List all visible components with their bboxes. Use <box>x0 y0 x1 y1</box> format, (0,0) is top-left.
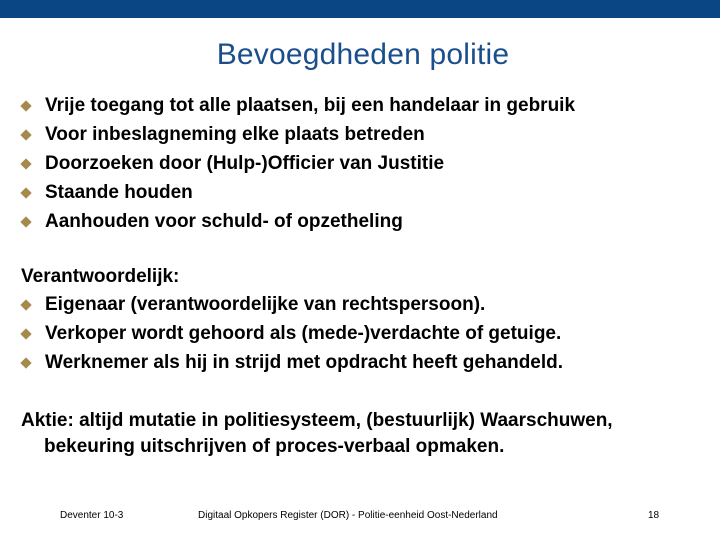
footer-title: Digitaal Opkopers Register (DOR) - Politie-eenheid Oost-Nederland <box>198 510 498 521</box>
diamond-bullet-icon <box>20 299 31 310</box>
list-item <box>21 91 575 120</box>
list-item-text: Staande houden <box>45 182 193 203</box>
list-item-text: Werknemer als hij in strijd met opdracht heeft gehandeld. <box>45 352 564 373</box>
diamond-bullet-icon <box>20 129 31 140</box>
list-item-text: Eigenaar (verantwoordelijke van rechtspersoon). <box>45 294 486 315</box>
responsible-heading: Verantwoordelijk: <box>21 266 180 287</box>
diamond-bullet-icon <box>20 357 31 368</box>
list-item-text: Vrije toegang tot alle plaatsen, bij een handelaar in gebruik <box>45 95 576 116</box>
diamond-bullet-icon <box>20 216 31 227</box>
list-item <box>21 319 563 348</box>
list-item-text: Doorzoeken door (Hulp-)Officier van Justitie <box>45 153 445 174</box>
action-line-1: Aktie: altijd mutatie in politiesysteem, (bestuurlijk) Waarschuwen, <box>21 410 613 431</box>
diamond-bullet-icon <box>20 328 31 339</box>
action-line-2: bekeuring uitschrijven of proces-verbaal opmaken. <box>44 436 505 457</box>
diamond-bullet-icon <box>20 187 31 198</box>
diamond-bullet-icon <box>20 158 31 169</box>
list-item <box>21 290 563 319</box>
list-item <box>21 120 575 149</box>
list-item <box>21 149 575 178</box>
footer-date: Deventer 10-3 <box>60 510 124 521</box>
list-item-text: Aanhouden voor schuld- of opzetheling <box>45 211 403 232</box>
responsible-list <box>21 290 563 377</box>
list-item <box>21 207 575 236</box>
slide-title: Bevoegdheden politie <box>216 38 510 71</box>
top-banner <box>0 0 720 18</box>
list-item <box>21 348 563 377</box>
list-item <box>21 178 575 207</box>
list-item-text: Verkoper wordt gehoord als (mede-)verdachte of getuige. <box>45 323 562 344</box>
action-paragraph <box>21 408 711 460</box>
powers-list <box>21 91 575 236</box>
list-item-text: Voor inbeslagneming elke plaats betreden <box>45 124 425 145</box>
diamond-bullet-icon <box>20 100 31 111</box>
page-number: 18 <box>648 510 660 521</box>
